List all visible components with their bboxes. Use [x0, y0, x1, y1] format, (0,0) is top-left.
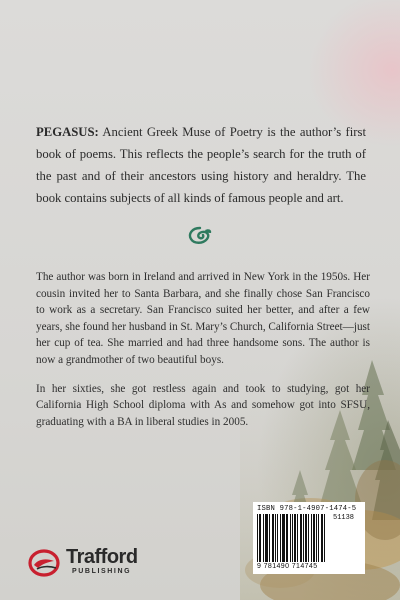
barcode-bar	[269, 514, 270, 562]
barcode-bar	[280, 514, 281, 562]
barcode-bar	[282, 514, 283, 562]
barcode-bar	[260, 514, 261, 562]
barcode-bar	[303, 514, 304, 562]
barcode-digits: 9 781490 714745	[257, 563, 318, 570]
trafford-swirl-icon	[28, 548, 64, 578]
price-code: 51138	[333, 514, 355, 522]
barcode-bar	[257, 514, 258, 562]
barcode-bar	[321, 514, 322, 562]
barcode-bar	[286, 514, 287, 562]
barcode-bar	[295, 514, 296, 562]
barcode-bar	[267, 514, 268, 562]
author-bio	[36, 269, 370, 442]
publisher-name: Trafford	[66, 546, 138, 568]
barcode-bar	[314, 514, 315, 562]
publisher-logo	[28, 548, 188, 578]
barcode-bar	[266, 514, 267, 562]
book-description	[36, 121, 366, 209]
isbn-label: ISBN 978-1-4907-1474-5	[257, 505, 357, 513]
barcode-bar	[275, 514, 276, 562]
barcode-bar	[318, 514, 319, 562]
barcode-bar	[308, 514, 309, 562]
barcode-bar	[311, 514, 312, 562]
barcode-bar	[324, 514, 325, 562]
barcode-bar	[259, 514, 260, 562]
barcode-bar	[265, 514, 266, 562]
barcode-bar	[300, 514, 301, 562]
isbn-barcode	[253, 502, 365, 574]
author-bio-paragraph-1: The author was born in Ireland and arrived in New York in the 1950s. Her cousin invited her to Santa Barbara, and she finally chose San Francisco to work as a secretary. San Francisco suited her better, and after a few years, she found her husband in St. Mary’s Church, California Street—just her cup of tea. She married and had three handsome sons. The author is now a grandmother of two beautiful boys.	[36, 271, 371, 366]
barcode-bar	[322, 514, 323, 562]
barcode-bar	[316, 514, 317, 562]
author-bio-paragraph-2: In her sixties, she got restless again and took to studying, got her California High School diploma with As and somehow got into SFSU, graduating with a BA in liberal studies in 2005.	[36, 382, 370, 428]
barcode-bar	[290, 514, 291, 562]
barcode-bar	[305, 514, 306, 562]
barcode-bar	[272, 514, 273, 562]
barcode-bar	[273, 514, 274, 562]
book-title: PEGASUS:	[36, 125, 99, 139]
book-description-text: Ancient Greek Muse of Poetry is the author’s first book of poems. This reflects the people’s search for the truth of the past and of their ancestors using history and heraldry. The book contains subjects of all kinds of famous people and art.	[36, 125, 366, 205]
barcode-bar	[263, 514, 264, 562]
leaf-swirl-icon	[186, 225, 214, 247]
barcode-bar	[292, 514, 293, 562]
barcode-bar	[284, 514, 285, 562]
publisher-tagline: PUBLISHING	[72, 568, 132, 575]
barcode-bar	[306, 514, 307, 562]
barcode-bar	[283, 514, 284, 562]
barcode-bar	[313, 514, 314, 562]
barcode-bar	[294, 514, 295, 562]
barcode-bar	[277, 514, 278, 562]
barcode-bar	[287, 514, 288, 562]
barcode-bar	[301, 514, 302, 562]
barcode-bar	[297, 514, 298, 562]
